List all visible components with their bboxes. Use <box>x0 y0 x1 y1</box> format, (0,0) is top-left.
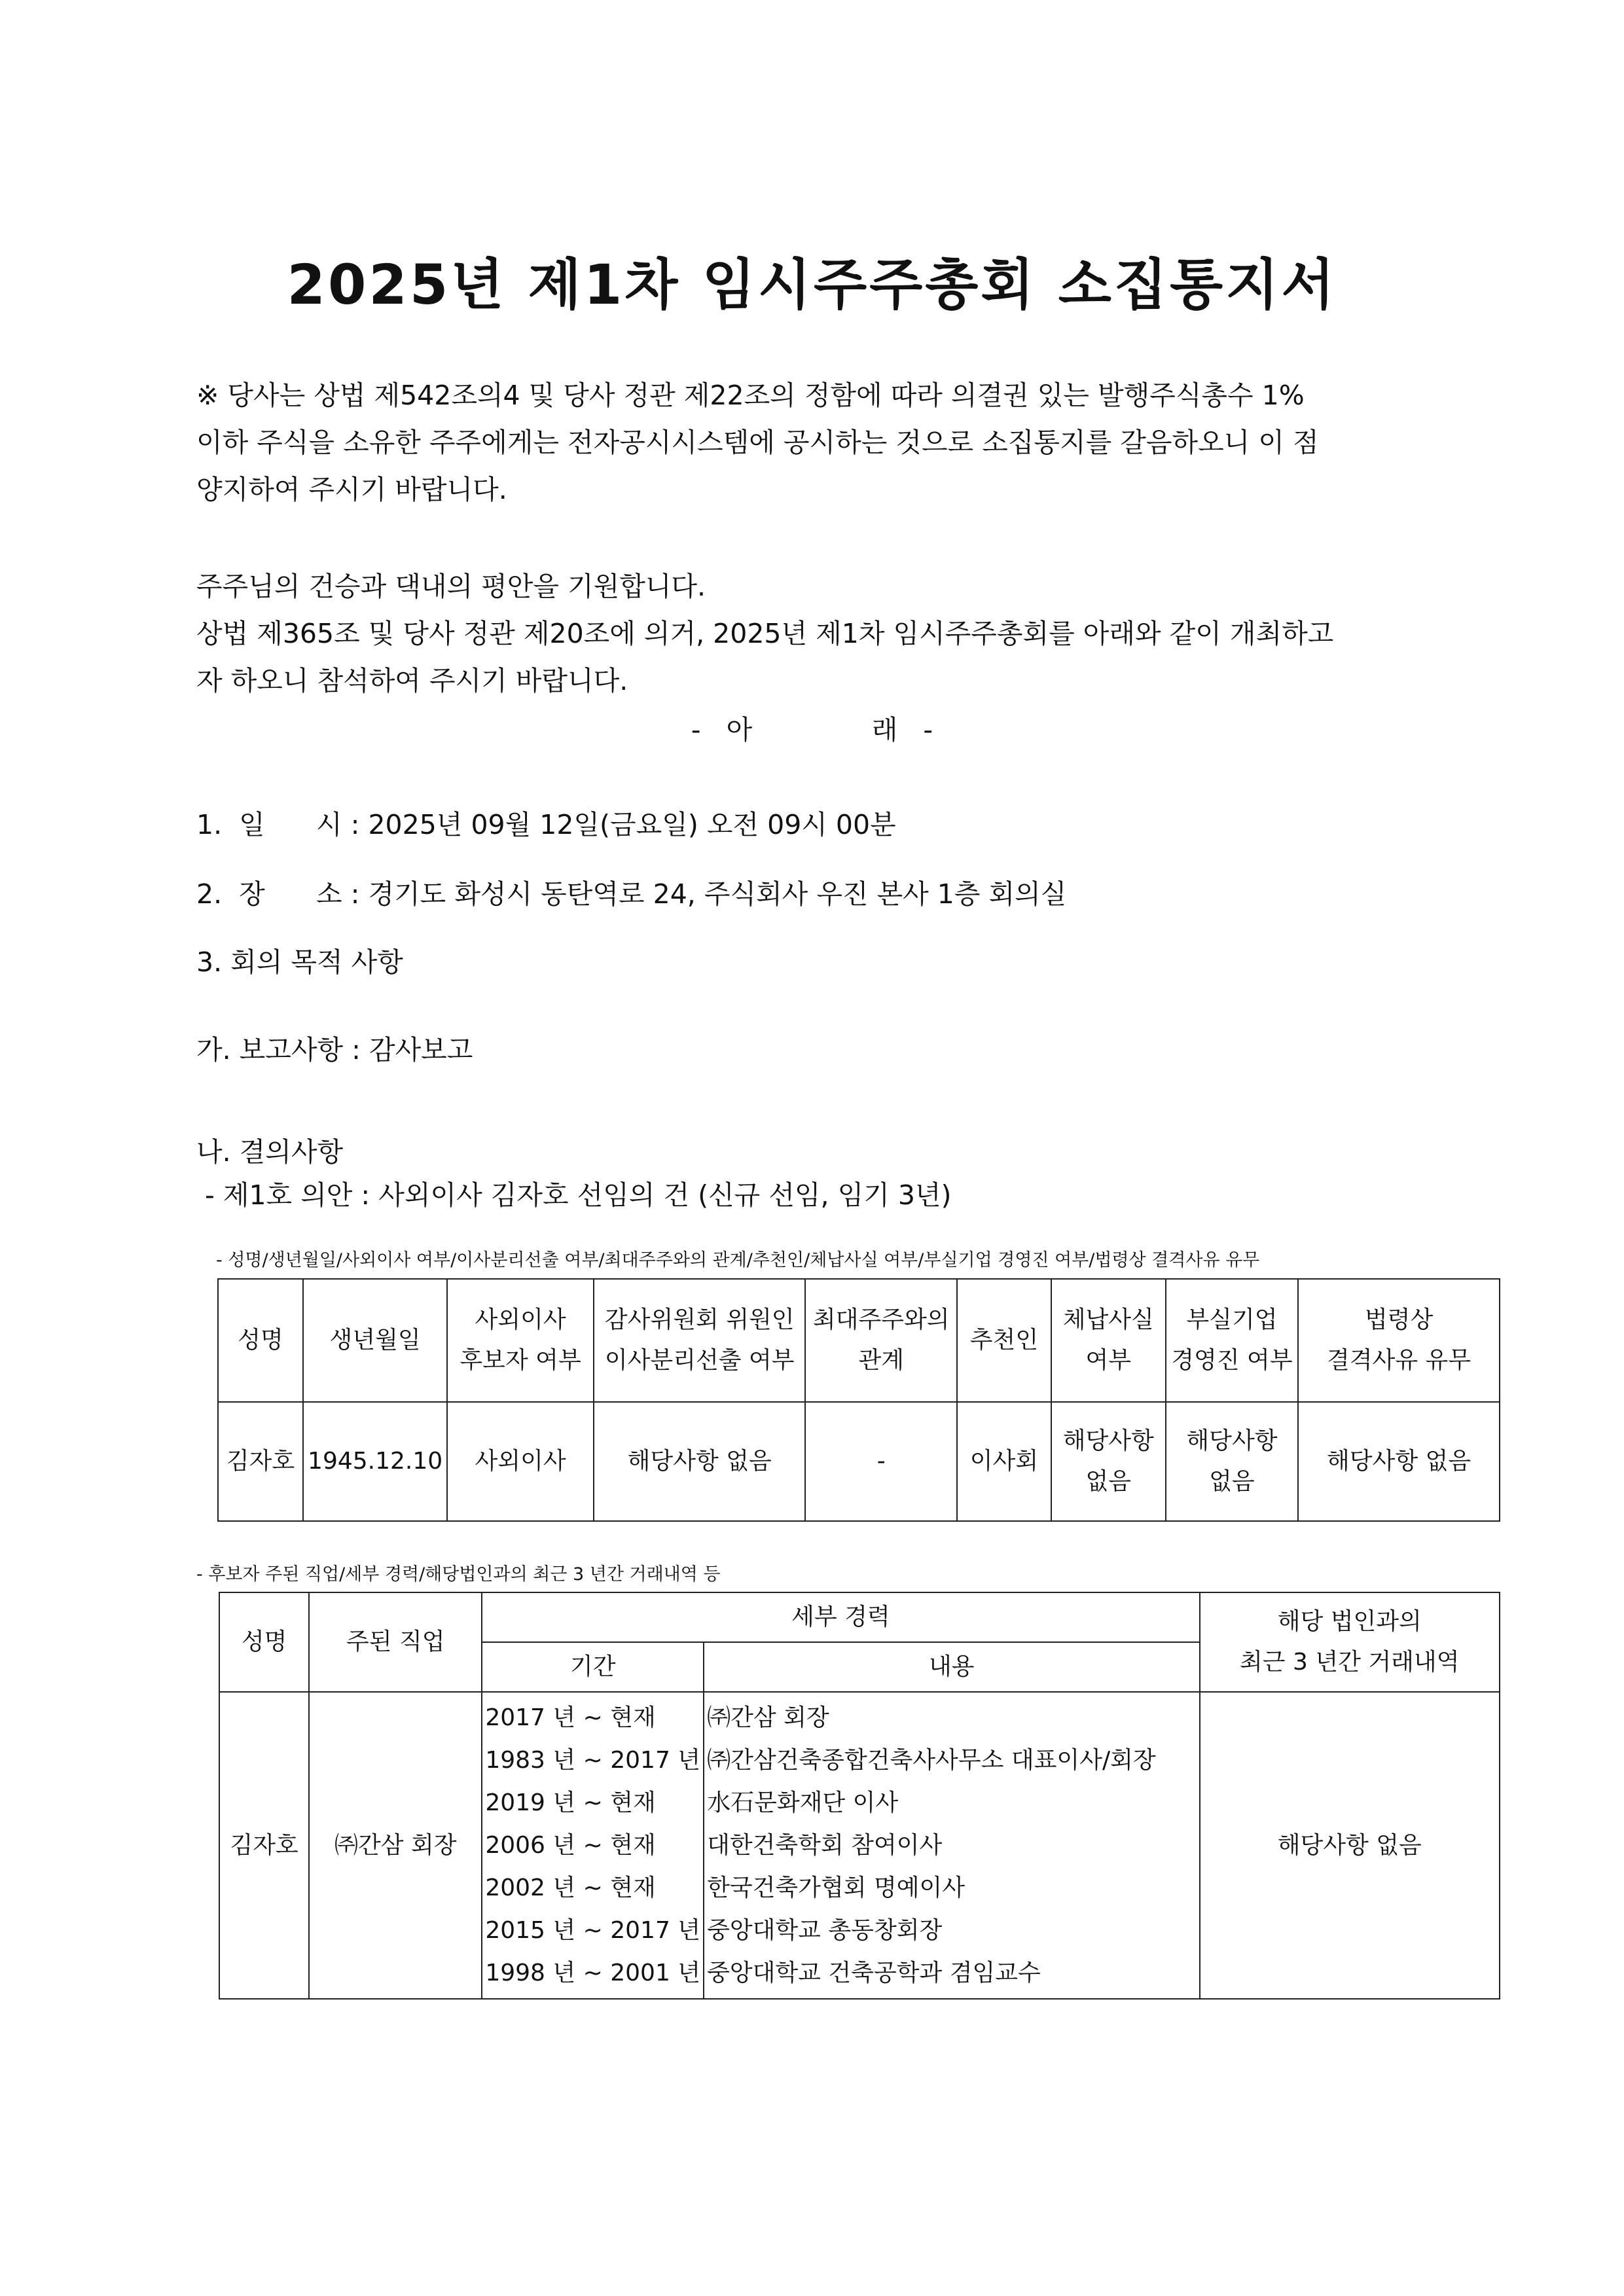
career-period: 2015 년 ~ 2017 년 <box>485 1917 701 1944</box>
header-cell: 생년월일 <box>303 1279 447 1402</box>
candidate-info-table <box>217 1278 1500 1522</box>
table-cell: 해당사항 없음 <box>594 1402 805 1521</box>
header-cell: 성명 <box>219 1592 309 1692</box>
table-cell: ㈜간삼 회장 <box>309 1692 482 1999</box>
career-periods <box>482 1692 704 1999</box>
resolution-items: 나. 결의사항 <box>196 1136 344 1168</box>
report-items: 가. 보고사항 : 감사보고 <box>196 1034 473 1066</box>
notice-line: ※ 당사는 상법 제542조의4 및 당사 정관 제22조의 정함에 따라 의결권 있는 발행주식총수 1% <box>196 380 1305 411</box>
document-title: 2025년 제1차 임시주주총회 소집통지서 <box>287 253 1337 317</box>
career-content: 水石문화재단 이사 <box>707 1789 899 1816</box>
notice-paragraph <box>196 372 1440 513</box>
header-cell: 성명 <box>218 1279 303 1402</box>
career-period: 2006 년 ~ 현재 <box>485 1832 656 1859</box>
meeting-date: 1. 일 시 : 2025년 09월 12일(금요일) 오전 09시 00분 <box>196 809 896 840</box>
header-cell: 사외이사 후보자 여부 <box>447 1279 594 1402</box>
greeting-line: 자 하오니 참석하여 주시기 바랍니다. <box>196 665 628 696</box>
career-content: ㈜간삼건축종합건축사사무소 대표이사/회장 <box>707 1747 1156 1774</box>
meeting-place: 2. 장 소 : 경기도 화성시 동탄역로 24, 주식회사 우진 본사 1층 회의실 <box>196 878 1067 910</box>
career-period: 1998 년 ~ 2001 년 <box>485 1960 701 1986</box>
table-cell: 해당사항 없음 <box>1298 1402 1500 1521</box>
table-header-row <box>219 1592 1500 1642</box>
career-content: 중앙대학교 건축공학과 겸임교수 <box>707 1960 1041 1986</box>
header-cell: 세부 경력 <box>482 1592 1199 1642</box>
greeting-paragraph <box>196 563 1440 704</box>
header-cell: 주된 직업 <box>309 1592 482 1692</box>
table-row <box>219 1692 1500 1999</box>
table-cell: 이사회 <box>957 1402 1051 1521</box>
career-contents <box>704 1692 1199 1999</box>
header-cell: 법령상 결격사유 유무 <box>1298 1279 1500 1402</box>
career-period: 2017 년 ~ 현재 <box>485 1704 656 1731</box>
table-cell: 김자호 <box>218 1402 303 1521</box>
table-cell: - <box>805 1402 957 1521</box>
below-heading: - 아 래 - <box>691 714 933 745</box>
meeting-purpose: 3. 회의 목적 사항 <box>196 946 403 978</box>
table-cell: 해당사항 없음 <box>1166 1402 1298 1521</box>
table-header-row <box>218 1279 1500 1402</box>
career-period: 2002 년 ~ 현재 <box>485 1874 656 1901</box>
header-cell: 감사위원회 위원인 이사분리선출 여부 <box>594 1279 805 1402</box>
career-content: 대한건축학회 참여이사 <box>707 1832 943 1859</box>
table-cell: 사외이사 <box>447 1402 594 1521</box>
career-period: 1983 년 ~ 2017 년 <box>485 1747 701 1774</box>
header-cell: 최대주주와의 관계 <box>805 1279 957 1402</box>
career-content: 중앙대학교 총동창회장 <box>707 1917 943 1944</box>
table-row <box>218 1402 1500 1521</box>
career-content: ㈜간삼 회장 <box>707 1704 829 1731</box>
candidate-career-table <box>219 1592 1500 2000</box>
table-cell: 1945.12.10 <box>303 1402 447 1521</box>
header-cell: 해당 법인과의 최근 3 년간 거래내역 <box>1200 1592 1500 1692</box>
table1-note: - 성명/생년월일/사외이사 여부/이사분리선출 여부/최대주주와의 관계/추천인/체납사실 여부/부실기업 경영진 여부/법령상 결격사유 유무 <box>216 1250 1260 1270</box>
table-cell: 해당사항 없음 <box>1200 1692 1500 1999</box>
table-cell: 해당사항 없음 <box>1051 1402 1166 1521</box>
notice-line: 양지하여 주시기 바랍니다. <box>196 474 507 505</box>
greeting-line: 상법 제365조 및 당사 정관 제20조에 의거, 2025년 제1차 임시주주총회를 아래와 같이 개최하고 <box>196 618 1334 649</box>
career-content: 한국건축가협회 명예이사 <box>707 1874 965 1901</box>
header-cell: 체납사실 여부 <box>1051 1279 1166 1402</box>
career-period: 2019 년 ~ 현재 <box>485 1789 656 1816</box>
header-cell: 내용 <box>704 1642 1199 1692</box>
table2-note: - 후보자 주된 직업/세부 경력/해당법인과의 최근 3 년간 거래내역 등 <box>196 1564 721 1585</box>
greeting-line: 주주님의 건승과 댁내의 평안을 기원합니다. <box>196 571 706 602</box>
header-cell: 부실기업 경영진 여부 <box>1166 1279 1298 1402</box>
header-cell: 추천인 <box>957 1279 1051 1402</box>
table-cell: 김자호 <box>219 1692 309 1999</box>
header-cell: 기간 <box>482 1642 704 1692</box>
notice-line: 이하 주식을 소유한 주주에게는 전자공시시스템에 공시하는 것으로 소집통지를 갈음하오니 이 점 <box>196 427 1319 458</box>
agenda-1: - 제1호 의안 : 사외이사 김자호 선임의 건 (신규 선임, 임기 3년) <box>196 1179 952 1211</box>
